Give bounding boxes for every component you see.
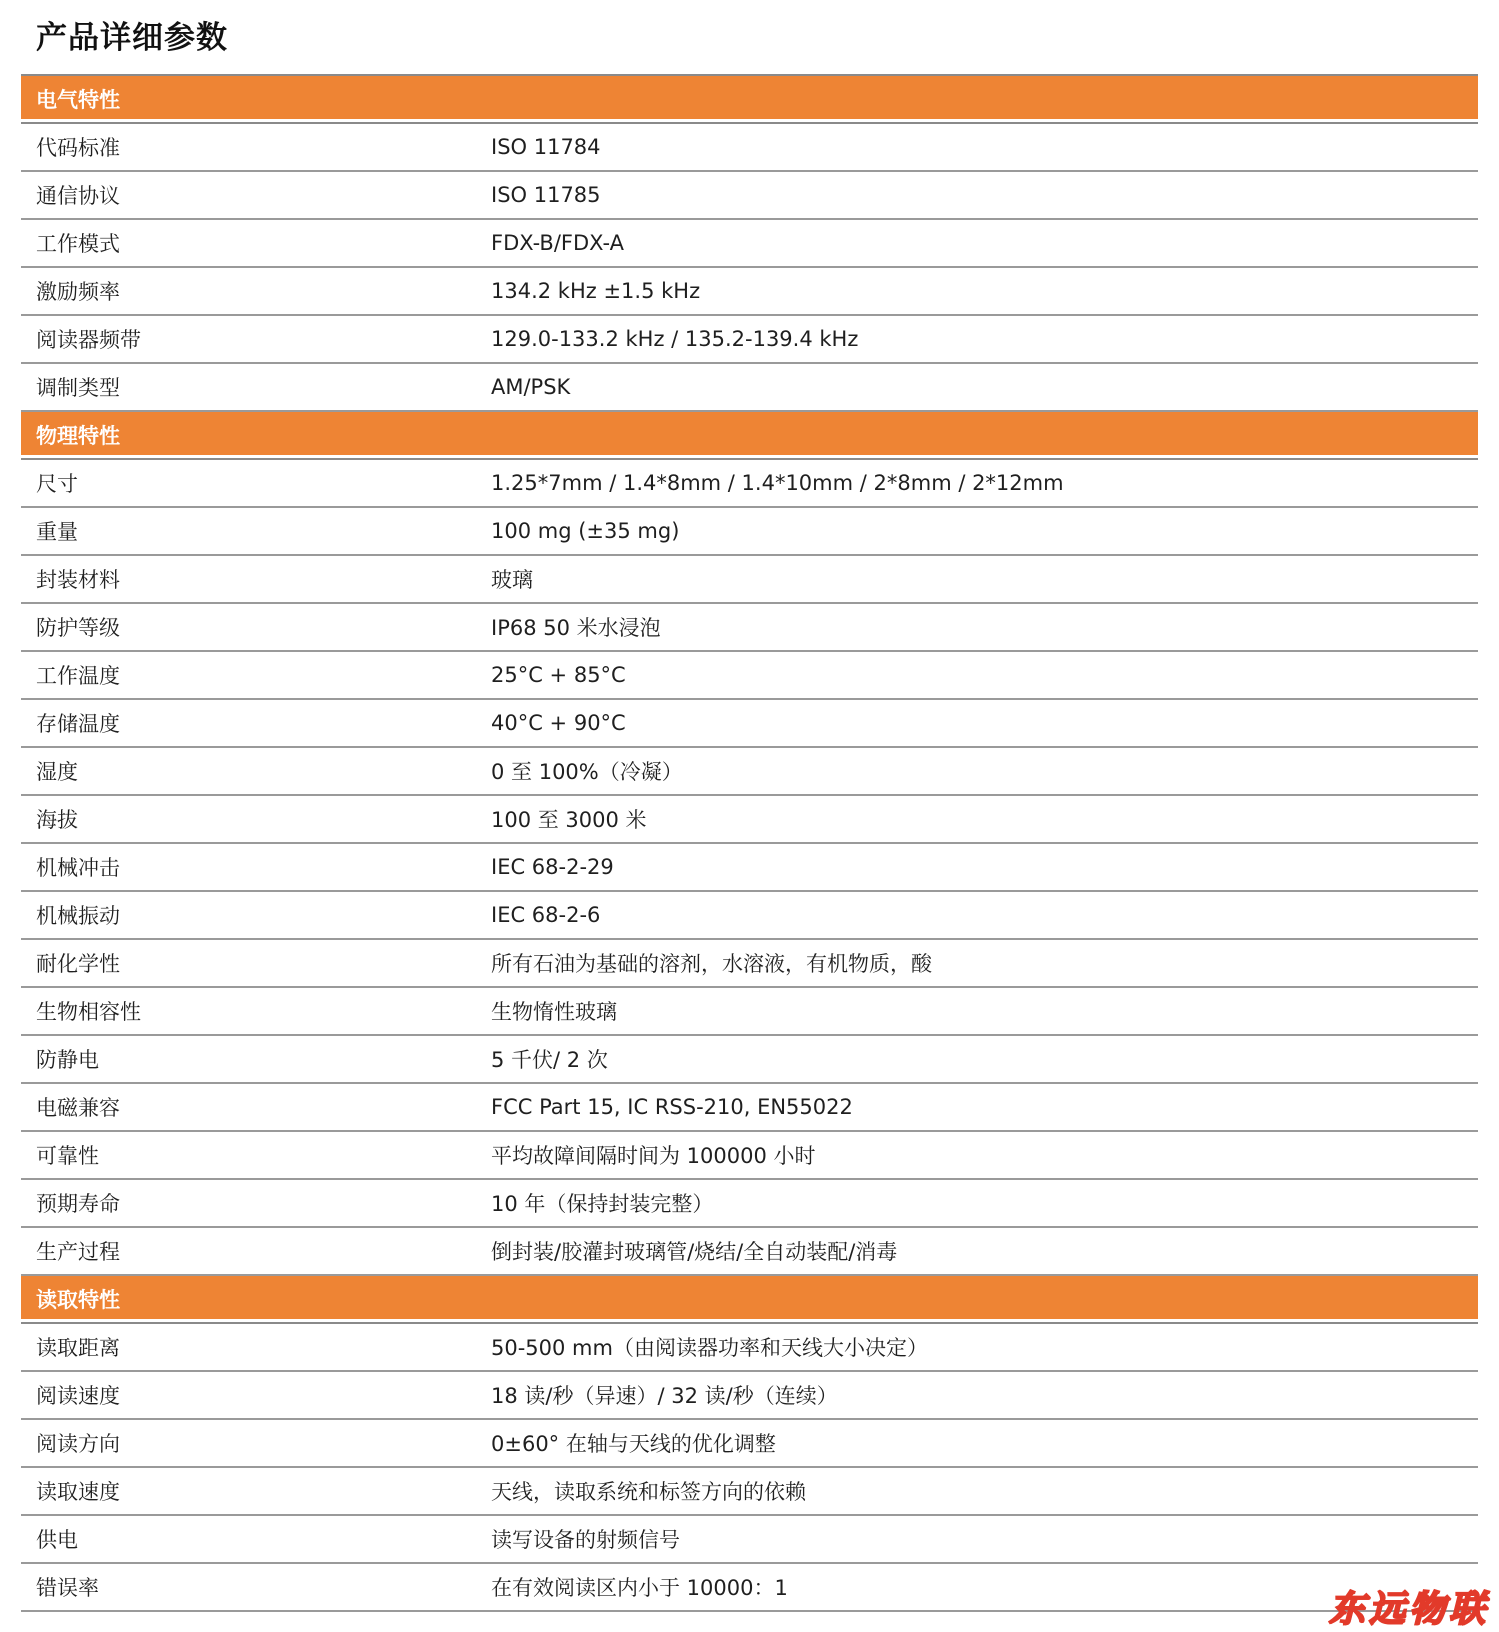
row-label: 读取距离	[36, 1336, 120, 1360]
row-label: 代码标准	[36, 136, 120, 160]
row-value: 100 mg (±35 mg)	[491, 519, 680, 543]
table-row	[21, 124, 1478, 172]
row-value: 0±60° 在轴与天线的优化调整	[491, 1432, 776, 1456]
row-value: 10 年（保持封装完整）	[491, 1192, 714, 1216]
table-row	[21, 604, 1478, 652]
table-row	[21, 652, 1478, 700]
row-value: 5 千伏/ 2 次	[491, 1048, 608, 1072]
table-row	[21, 172, 1478, 220]
table-row	[21, 892, 1478, 940]
table-row	[21, 748, 1478, 796]
table-row	[21, 316, 1478, 364]
row-value: 生物惰性玻璃	[491, 1000, 617, 1024]
row-value: 18 读/秒（异速）/ 32 读/秒（连续）	[491, 1384, 838, 1408]
table-row	[21, 556, 1478, 604]
table-row	[21, 1516, 1478, 1564]
row-value: 40°C + 90°C	[491, 711, 626, 735]
table-row	[21, 1084, 1478, 1132]
table-row	[21, 1468, 1478, 1516]
row-value: IEC 68-2-29	[491, 855, 614, 879]
table-row	[21, 1420, 1478, 1468]
row-label: 错误率	[36, 1576, 99, 1600]
table-row	[21, 220, 1478, 268]
row-label: 可靠性	[36, 1144, 99, 1168]
row-value: 100 至 3000 米	[491, 808, 647, 832]
row-value: ISO 11785	[491, 183, 601, 207]
row-value: 平均故障间隔时间为 100000 小时	[491, 1144, 816, 1168]
section-header-reading: 读取特性	[21, 1276, 1478, 1324]
row-label: 存储温度	[36, 712, 120, 736]
row-value: 玻璃	[491, 568, 533, 592]
row-value: 134.2 kHz ±1.5 kHz	[491, 279, 701, 303]
row-label: 湿度	[36, 760, 78, 784]
row-label: 阅读速度	[36, 1384, 120, 1408]
row-value: IEC 68-2-6	[491, 903, 601, 927]
row-label: 电磁兼容	[36, 1096, 120, 1120]
row-label: 机械振动	[36, 904, 120, 928]
table-row	[21, 1324, 1478, 1372]
table-row	[21, 268, 1478, 316]
row-value: 25°C + 85°C	[491, 663, 626, 687]
table-row	[21, 940, 1478, 988]
table-row	[21, 460, 1478, 508]
row-value: FCC Part 15, IC RSS-210, EN55022	[491, 1095, 853, 1119]
row-label: 尺寸	[36, 472, 78, 496]
row-value: 129.0-133.2 kHz / 135.2-139.4 kHz	[491, 327, 859, 351]
table-row	[21, 1564, 1478, 1612]
row-label: 阅读方向	[36, 1432, 120, 1456]
row-label: 防静电	[36, 1048, 99, 1072]
page-title: 产品详细参数	[36, 20, 228, 56]
table-row	[21, 844, 1478, 892]
row-value: 读写设备的射频信号	[491, 1528, 680, 1552]
table-row	[21, 1132, 1478, 1180]
row-label: 阅读器频带	[36, 328, 141, 352]
table-row	[21, 796, 1478, 844]
row-label: 调制类型	[36, 376, 120, 400]
row-value: 天线，读取系统和标签方向的依赖	[491, 1480, 806, 1504]
row-value: 倒封装/胶灌封玻璃管/烧结/全自动装配/消毒	[491, 1240, 898, 1264]
row-value: 在有效阅读区内小于 10000：1	[491, 1576, 788, 1600]
row-value: AM/PSK	[491, 375, 571, 399]
row-value: 0 至 100%（冷凝）	[491, 760, 683, 784]
table-row	[21, 1180, 1478, 1228]
table-row	[21, 700, 1478, 748]
table-row	[21, 508, 1478, 556]
section-header-physical: 物理特性	[21, 412, 1478, 460]
section-header-electrical: 电气特性	[21, 76, 1478, 124]
table-row	[21, 364, 1478, 412]
row-label: 重量	[36, 520, 78, 544]
row-label: 读取速度	[36, 1480, 120, 1504]
row-value: ISO 11784	[491, 135, 601, 159]
row-label: 生物相容性	[36, 1000, 141, 1024]
table-row	[21, 988, 1478, 1036]
table-row	[21, 1036, 1478, 1084]
row-value: 1.25*7mm / 1.4*8mm / 1.4*10mm / 2*8mm / 2*12mm	[491, 471, 1064, 495]
row-label: 海拔	[36, 808, 78, 832]
row-value: IP68 50 米水浸泡	[491, 616, 661, 640]
row-label: 激励频率	[36, 280, 120, 304]
table-row	[21, 1372, 1478, 1420]
row-label: 机械冲击	[36, 856, 120, 880]
row-label: 预期寿命	[36, 1192, 120, 1216]
row-value: FDX-B/FDX-A	[491, 231, 624, 255]
table-row	[21, 1228, 1478, 1276]
row-label: 供电	[36, 1528, 78, 1552]
row-label: 封装材料	[36, 568, 120, 592]
row-label: 通信协议	[36, 184, 120, 208]
row-value: 50-500 mm（由阅读器功率和天线大小决定）	[491, 1336, 928, 1360]
row-label: 防护等级	[36, 616, 120, 640]
row-label: 耐化学性	[36, 952, 120, 976]
spec-table	[21, 74, 1478, 1612]
row-label: 工作模式	[36, 232, 120, 256]
row-label: 生产过程	[36, 1240, 120, 1264]
brand-watermark-logo: 东远物联	[1328, 1588, 1489, 1630]
row-value: 所有石油为基础的溶剂，水溶液，有机物质，酸	[491, 952, 932, 976]
row-label: 工作温度	[36, 664, 120, 688]
